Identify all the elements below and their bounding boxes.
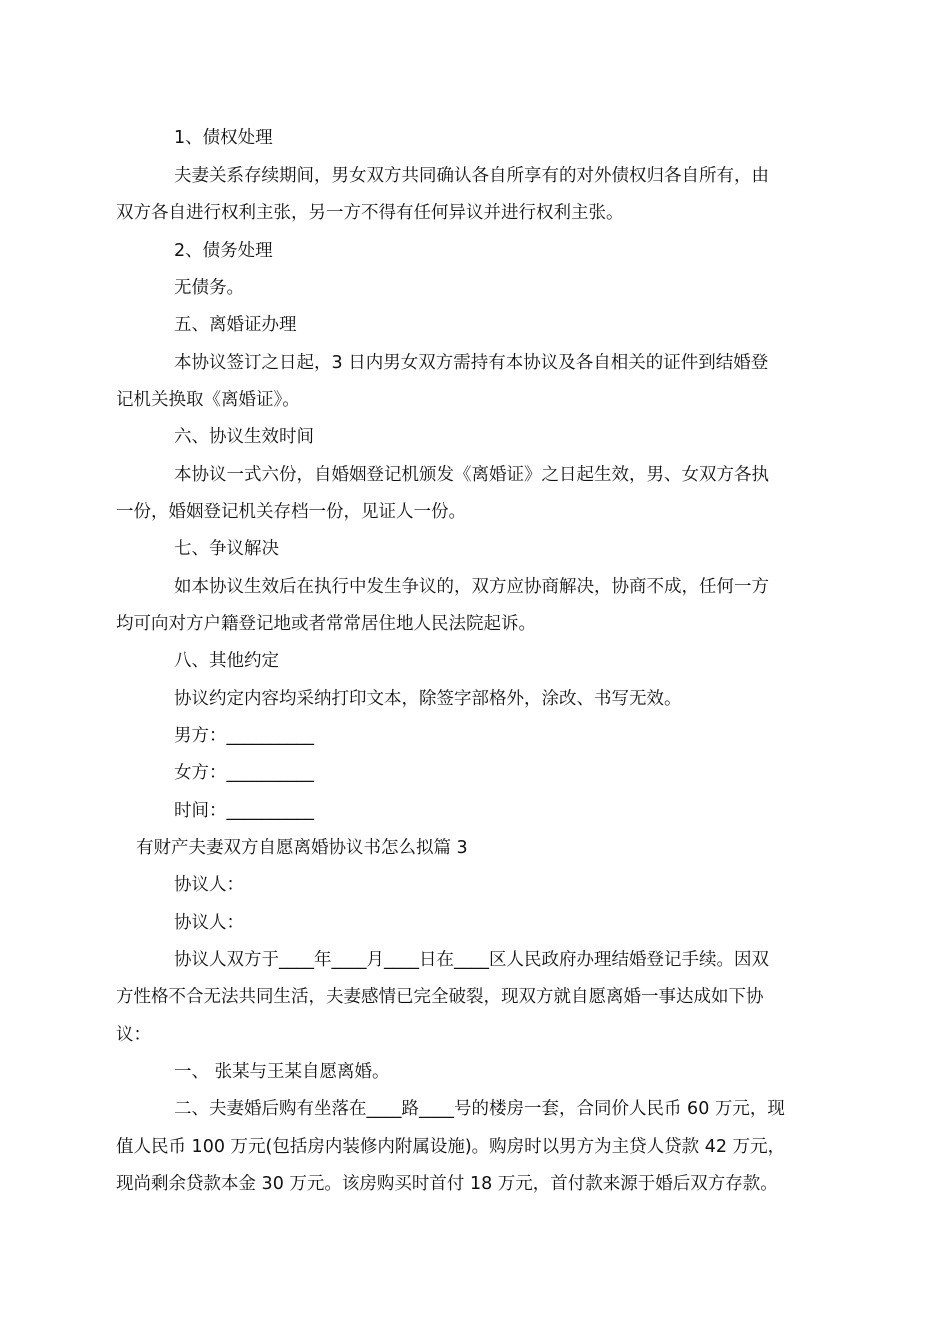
effective-paragraph-line: 本协议一式六份，自婚姻登记机颁发《离婚证》之日起生效，男、女双方各执 — [174, 465, 769, 485]
intro-paragraph-line: 议： — [116, 1025, 151, 1045]
debt-rights-paragraph-line: 双方各自进行权利主张，另一方不得有任何异议并进行权利主张。 — [116, 203, 624, 223]
clause-two-line: 现尚剩余贷款本金 30 万元。该房购买时首付 18 万元，首付款来源于婚后双方存款。 — [116, 1174, 778, 1194]
debt-rights-heading: 1、债权处理 — [174, 128, 273, 148]
certificate-heading: 五、离婚证办理 — [174, 315, 297, 335]
other-heading: 八、其他约定 — [174, 651, 279, 671]
female-signature-line: 女方：__________ — [174, 763, 314, 783]
date-signature-line: 时间：__________ — [174, 801, 314, 821]
debt-text: 无债务。 — [174, 278, 244, 298]
certificate-paragraph-line: 记机关换取《离婚证》。 — [116, 390, 300, 410]
certificate-paragraph-line: 本协议签订之日起，3 日内男女双方需持有本协议及各自相关的证件到结婚登 — [174, 353, 769, 373]
debt-rights-paragraph-line: 夫妻关系存续期间，男女双方共同确认各自所享有的对外债权归各自所有，由 — [174, 166, 769, 186]
debt-heading: 2、债务处理 — [174, 241, 273, 261]
party-label: 协议人： — [174, 913, 244, 933]
intro-paragraph-line: 协议人双方于____年____月____日在____区人民政府办理结婚登记手续。因双 — [174, 950, 769, 970]
clause-two-line: 值人民币 100 万元(包括房内装修内附属设施)。购房时以男方为主贷人贷款 42 万元， — [116, 1137, 786, 1157]
effective-paragraph-line: 一份，婚姻登记机关存档一份，见证人一份。 — [116, 502, 466, 522]
other-text: 协议约定内容均采纳打印文本，除签字部格外，涂改、书写无效。 — [174, 689, 682, 709]
effective-heading: 六、协议生效时间 — [174, 427, 314, 447]
male-signature-line: 男方：__________ — [174, 726, 314, 746]
party-label: 协议人： — [174, 875, 244, 895]
intro-paragraph-line: 方性格不合无法共同生活，夫妻感情已完全破裂，现双方就自愿离婚一事达成如下协 — [116, 987, 764, 1007]
dispute-heading: 七、争议解决 — [174, 539, 279, 559]
dispute-paragraph-line: 均可向对方户籍登记地或者常常居住地人民法院起诉。 — [116, 614, 536, 634]
clause-two-line: 二、夫妻婚后购有坐落在____路____号的楼房一套，合同价人民币 60 万元，现 — [174, 1099, 785, 1119]
clause-one: 一、 张某与王某自愿离婚。 — [174, 1062, 390, 1082]
article-title: 有财产夫妻双方自愿离婚协议书怎么拟篇 3 — [136, 838, 468, 858]
dispute-paragraph-line: 如本协议生效后在执行中发生争议的，双方应协商解决，协商不成，任何一方 — [174, 577, 769, 597]
